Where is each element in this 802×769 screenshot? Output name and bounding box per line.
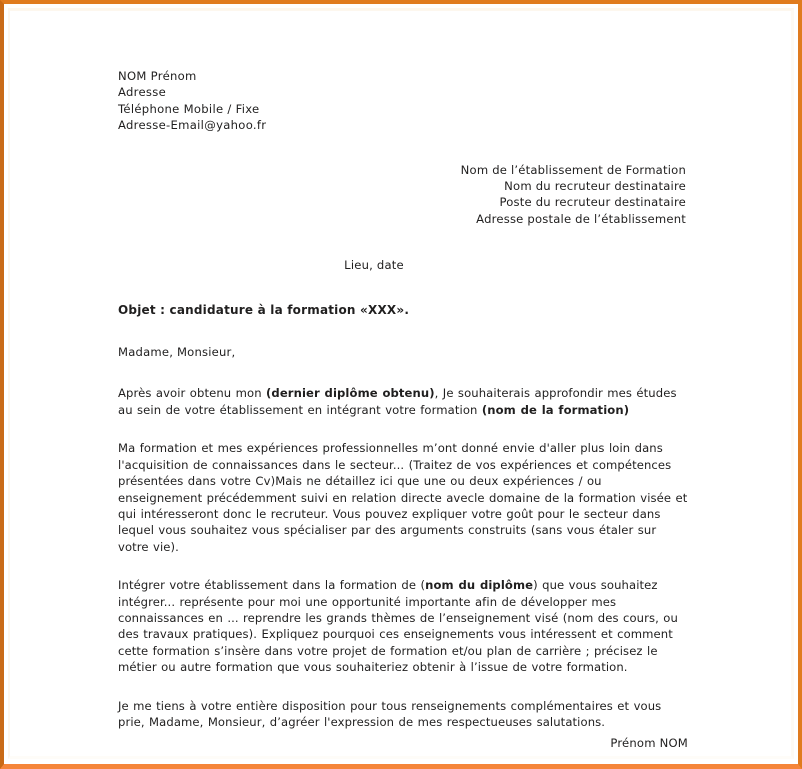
paragraph-experience: Ma formation et mes expériences professionnelles m’ont donné envie d'aller plus loin dans l'acquisition de connaissances dans le secteur... (Traitez de vos expériences et compétences présentées dans votre Cv)Mais ne détaillez ici que une ou deux expériences / ou enseignement précédemment suivi en relation directe avecle domaine de la formation visée et qui intéresseront donc le recruteur. Vous pouvez expliquer votre goût pour le secteur dans lequel vous souhaitez vous spécialiser par des arguments construits (sans vous étaler sur votre vie). xyxy=(118,441,688,554)
sender-name: NOM Prénom xyxy=(118,69,197,83)
salutation-line: Madame, Monsieur, xyxy=(118,345,236,360)
place-and-date: Lieu, date xyxy=(344,258,404,273)
paragraph-intro-text-2: , Je souhaiterais approfondir mes études au sein de votre établissement en intégrant votre formation xyxy=(118,386,677,417)
signature-line: Prénom NOM xyxy=(610,736,688,750)
placeholder-last-diploma: (dernier diplôme obtenu) xyxy=(266,386,435,401)
paragraph-intro xyxy=(118,385,688,418)
recipient-postal-address: Adresse postale de l’établissement xyxy=(476,211,686,226)
subject-line: Objet : candidature à la formation «XXX». xyxy=(118,302,410,317)
paragraph-motivation-text-1: Intégrer votre établissement dans la formation de ( xyxy=(118,578,426,593)
sender-address-block xyxy=(118,68,688,134)
recipient-address-block xyxy=(118,162,688,228)
sender-email: Adresse-Email@yahoo.fr xyxy=(118,118,267,133)
letter-content xyxy=(118,68,688,752)
recipient-name: Nom du recruteur destinataire xyxy=(504,179,686,194)
paragraph-intro-text-1: Après avoir obtenu mon xyxy=(118,386,267,401)
recipient-position: Poste du recruteur destinataire xyxy=(499,195,686,210)
sender-phone: Téléphone Mobile / Fixe xyxy=(118,101,260,116)
paragraph-closing: Je me tiens à votre entière disposition pour tous renseignements complémentaires et vous prie, Madame, Monsieur, d’agréer l'expression de mes respectueuses salutations. xyxy=(118,698,662,729)
placeholder-program-name: (nom de la formation) xyxy=(481,402,630,417)
sender-address: Adresse xyxy=(118,85,167,100)
paragraph-motivation xyxy=(118,577,688,675)
placeholder-diploma-name: nom du diplôme xyxy=(425,578,534,593)
paragraph-motivation-text-2: ) que vous souhaitez intégrer... représente pour moi une opportunité importante afin de développer mes connaissances en ... reprendre les grands thèmes de l’enseignement visé (nom des cours, ou des travaux pratiques). Expliquez pourquoi ces enseignements vous intéressent et comment cette formation s’insère dans votre projet de formation et/ou plan de carrière ; précisez le métier ou autre formation que vous souhaiteriez obtenir à l’issue de votre formation. xyxy=(118,578,678,675)
recipient-institution: Nom de l’établissement de Formation xyxy=(460,162,686,177)
